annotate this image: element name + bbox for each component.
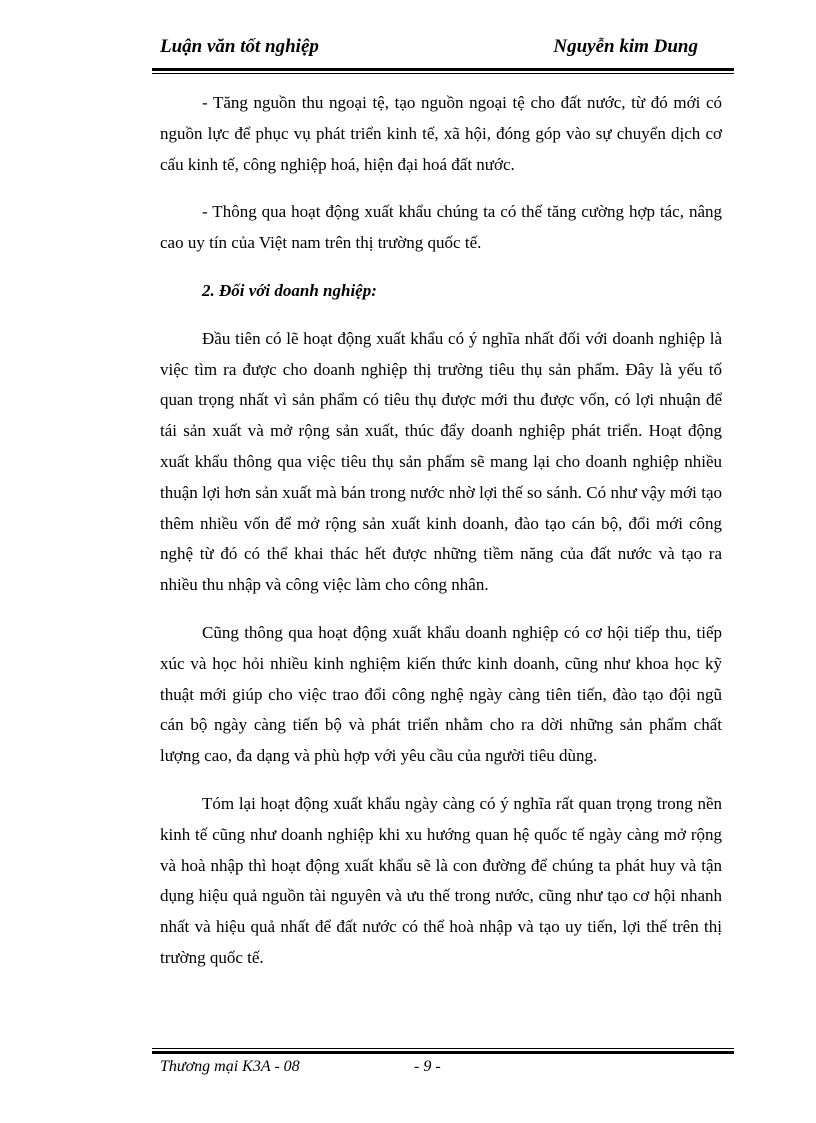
header-rule-thin (152, 73, 734, 74)
header-thesis-title: Luận văn tốt nghiệp (160, 36, 319, 57)
footer-rule-thin (152, 1048, 734, 1049)
page-header (152, 32, 734, 68)
body-paragraph: - Thông qua hoạt động xuất khẩu chúng ta có thể tăng cường hợp tác, nâng cao uy tín của Việt nam trên thị trường quốc tế. (160, 202, 722, 253)
header-rule-thick (152, 68, 734, 71)
body-paragraph: Đầu tiên có lẽ hoạt động xuất khẩu có ý nghĩa nhất đối với doanh nghiệp là việc tìm ra được cho doanh nghiệp thị trường tiêu thụ sản phẩm. Đây là yếu tố quan trọng nhất vì sản phẩm có tiêu thụ được mới thu được vốn, có lợi nhuận để tái sản xuất và mở rộng sản xuất, thúc đẩy doanh nghiệp phát triển. Hoạt động xuất khẩu thông qua việc tiêu thụ sản phẩm sẽ mang lại cho doanh nghiệp nhiều thuận lợi hơn sản xuất mà bán trong nước nhờ lợi thế so sánh. Có như vậy mới tạo thêm nhiều vốn để mở rộng sản xuất kinh doanh, đào tạo cán bộ, đổi mới công nghệ từ đó có thể khai thác hết được những tiềm năng của đất nước và tạo ra nhiều thu nhập và công việc làm cho công nhân. (160, 328, 722, 595)
page-body (160, 88, 722, 991)
footer-rule-thick (152, 1051, 734, 1054)
section-heading: 2. Đối với doanh nghiệp: (202, 280, 377, 300)
header-author-name: Nguyễn kim Dung (553, 36, 698, 57)
body-paragraph: Tóm lại hoạt động xuất khẩu ngày càng có ý nghĩa rất quan trọng trong nền kinh tế cũng như doanh nghiệp khi xu hướng quan hệ quốc tế ngày càng mở rộng và hoà nhập thì hoạt động xuất khẩu sẽ là con đường để chúng ta phát huy và tận dụng hiệu quả nguồn tài nguyên và ưu thế trong nước, cũng như tạo cơ hội nhanh nhất và hiệu quả nhất để đất nước có thể hoà nhập và tạo uy tiến, lợi thế trên thị trường quốc tế. (160, 793, 722, 967)
footer-class-label: Thương mại K3A - 08 (160, 1058, 300, 1075)
body-paragraph: - Tăng nguồn thu ngoại tệ, tạo nguồn ngoại tệ cho đất nước, từ đó mới có nguồn lực để phục vụ phát triển kinh tế, xã hội, đóng góp vào sự chuyển dịch cơ cấu kinh tế, công nghiệp hoá, hiện đại hoá đất nước. (160, 93, 722, 174)
body-paragraph: Cũng thông qua hoạt động xuất khẩu doanh nghiệp có cơ hội tiếp thu, tiếp xúc và học hỏi nhiều kinh nghiệm kiến thức kinh doanh, cũng như khoa học kỹ thuật mới giúp cho việc trao đổi công nghệ ngày càng tiên tiến, đào tạo đội ngũ cán bộ ngày càng tiến bộ và phát triển nhằm cho ra dời những sản phẩm chất lượng cao, đa dạng và phù hợp với yêu cầu của người tiêu dùng. (160, 622, 722, 766)
page-number: - 9 - (414, 1058, 441, 1075)
